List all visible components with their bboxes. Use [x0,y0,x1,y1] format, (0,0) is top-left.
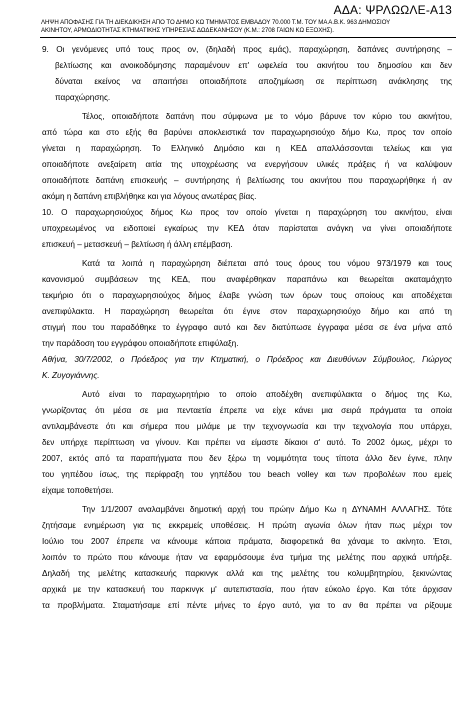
text-line: οποιαδήποτε δαπάνη επισκευής – συντήρησης ή βελτίωσης του ακινήτου που παραχωρήθηκε ή αν [42,176,452,185]
text-line: γνωρίζοντας ότι μέσα σε μια πενταετία έπρεπε να είχε κάνει μια σειρά πράγματα τα οποία [42,406,452,415]
header-line: ΑΚΙΝΗΤΟΥ, ΑΡΜΟΔΙΟΤΗΤΑΣ ΚΤΗΜΑΤΙΚΗΣ ΥΠΗΡΕΣΙΑΣ ΔΩΔΕΚΑΝΗΣΟΥ (Κ.Μ.: 2708 ΓΑΙΩΝ ΚΩ ΕΞΟΧΗΣ). [41,27,334,34]
text-line: Δηλαδή της μελέτης κατασκευής παρκινγκ αλλά και της μελέτης του κολυμβητηρίου, ξεκινώντας [42,569,452,578]
text-line: οποιαδήποτε ανεξαίρετη αιτία της υποχρέωσης να ενεργήσουν υλικές πράξεις ή να καλύψουν [42,160,452,169]
text-line: είχαμε τοποθετήσει. [42,486,114,495]
text-line: 10. Ο παραχωρησιούχος δήμος Κω προς τον οποίο γίνεται η παραχώρηση του ακινήτου, είναι [42,208,452,217]
text-line: Τέλος, οποιαδήποτε δαπάνη που σύμφωνα με το νόμο βάρυνε τον κύριο του ακινήτου, [82,112,452,121]
text-line: Κατά τα λοιπά η παραχώρηση διέπεται από τους όρους του νόμου 973/1979 και τους [82,259,452,268]
text-line: δύναται εκείνος να απαιτήσει οποιαδήποτε αποζημίωση σε περίπτωση ανάκλησης της [55,77,452,86]
text-line: την παράδοση του εγγράφου οποιαδήποτε επιφύλαξη. [42,339,239,348]
text-line: επισκευή – μετασκευή – βελτίωση ή άλλη επέμβαση. [42,240,233,249]
text-line: γίνεται η παραχώρηση. Το Ελληνικό Δημόσιο και η ΚΕΔ απαλλάσσονται τελείως και για [42,144,452,153]
text-line: του γηπέδου ίσως, της περίφραξη του γηπέδου του beach volley και των προβολέων που εμείς [42,470,452,479]
text-line: τα προβλήματα. Σταματήσαμε επί πέντε μήνες το έργο αυτό, για το αν θα πρέπει να ρίξουμε [42,601,452,610]
text-line: κανονισμού συμβάσεων της ΚΕΔ, που αναφέρθηκαν παραπάνω και θεωρείται ακαταμάχητο [42,275,452,284]
text-line: ανεπιφύλακτα. Η παραχώρηση θεωρείται ότι έγινε στον παραχωρησιούχο δήμο και από τη [42,307,452,316]
text-line: 2007, εκτός από τα παραπήγματα που δεν ξέρω τη νομιμότητα τους τίποτα άλλο δεν έγινε, πλην [42,454,452,463]
text-line: υποχρεωμένος να ειδοποιεί εγκαίρως την ΚΕΔ όταν παρίσταται ανάγκη να γίνει οποιαδήποτε [42,224,452,233]
text-line: Ιούλιο του 2007 έπρεπε να κάνουμε κάποια πράματα, διαφορετικά θα χάναμε το ακίνητο. Έτσι, [42,537,452,546]
signature-line: Αθήνα, 30/7/2002, ο Πρόεδρος για την Κτηματική, ο Πρόεδρος και Διευθύνων Σύμβουλος, Γιώργος [42,355,452,364]
text-line: Αυτό είναι το παραχωρητήριο το οποίο αποδέχθη ανεπιφύλακτα ο δήμος της Κω, [82,390,452,399]
text-line: παραχώρησης. [55,93,111,102]
text-line: βελτίωσης και ανοικοδόμησης παραμένουν επ' ωφελεία του ακινήτου του δημοσίου και δεν [55,61,452,70]
text-line: 9. Οι γενόμενες υπό τους προς ον, (δηλαδή προς εμάς), παραχώρηση, δαπάνες συντήρησης – [42,45,452,54]
header-line: ΛΗΨΗ ΑΠΟΦΑΣΗΣ ΓΙΑ ΤΗ ΔΙΕΚΔΙΚΗΣΗ ΑΠΟ ΤΟ ΔΗΜΟ ΚΩ ΤΜΗΜΑΤΟΣ ΕΜΒΑΔΟΥ 70.000 Τ.Μ. ΤΟΥ ΜΑ Α.Β.Κ. 963 ΔΗΜΟΣΙΟΥ [41,19,391,26]
signature-line: Κ. Ζυγογιάννης. [42,371,100,380]
document-header [41,19,455,35]
text-line: ζητήσαμε ενημέρωση για τις εκκρεμείς υποθέσεις. Η πρώτη αγωνία όλων ήταν πως μέχρι τον [42,521,452,530]
text-line: ακόμη η δαπάνη επιβλήθηκε και για λόγους ανωτέρας βίας. [42,192,257,201]
ada-code: ΑΔΑ: ΨΡΛΩΩΛΕ-Α13 [333,3,452,17]
text-line: από τώρα και στο εξής θα βαρύνει αποκλειστικά τον παραχωρησιούχο δήμο Κω, προς τον οποίο [42,128,452,137]
document-body [42,42,452,614]
text-line: αρχικά με την κατασκευή του παρκινγκ μ' αυτεπιστασία, που ήταν εύκολο έργο. Και τότε άρχισαν [42,585,452,594]
text-line: Την 1/1/2007 αναλαμβάνει δημοτική αρχή του πρώην Δήμο Κω η ΔΥΝΑΜΗ ΑΛΛΑΓΗΣ. Τότε [82,505,452,514]
text-line: αντιλαμβάνεστε ότι και σήμερα που μιλάμε με την τεχνογνωσία και την τεχνολογία που υπάρχει, [42,422,452,431]
header-divider [40,37,456,38]
text-line: στιγμή που του παραδόθηκε το έγγραφο αυτό και δεν διατύπωσε έγγραφα μέσα σε ένα μήνα από [42,323,452,332]
text-line: τεκμήριο ότι ο παραχωρησιούχος δήμος έλαβε γνώση των όρων τους οποίους και αποδέχεται [42,291,452,300]
text-line: λοιπόν το πρώτο που κάνουμε ήταν να εφαρμόσουμε ένα τμήμα της μελέτης που αρχικά υπήρξε. [42,553,452,562]
text-line: δεν υπήρχε περίπτωση να γίνουν. Και πρέπει να είμαστε δίκαιοι σ' αυτό. Το 2002 όμως, μέχρι το [42,438,452,447]
